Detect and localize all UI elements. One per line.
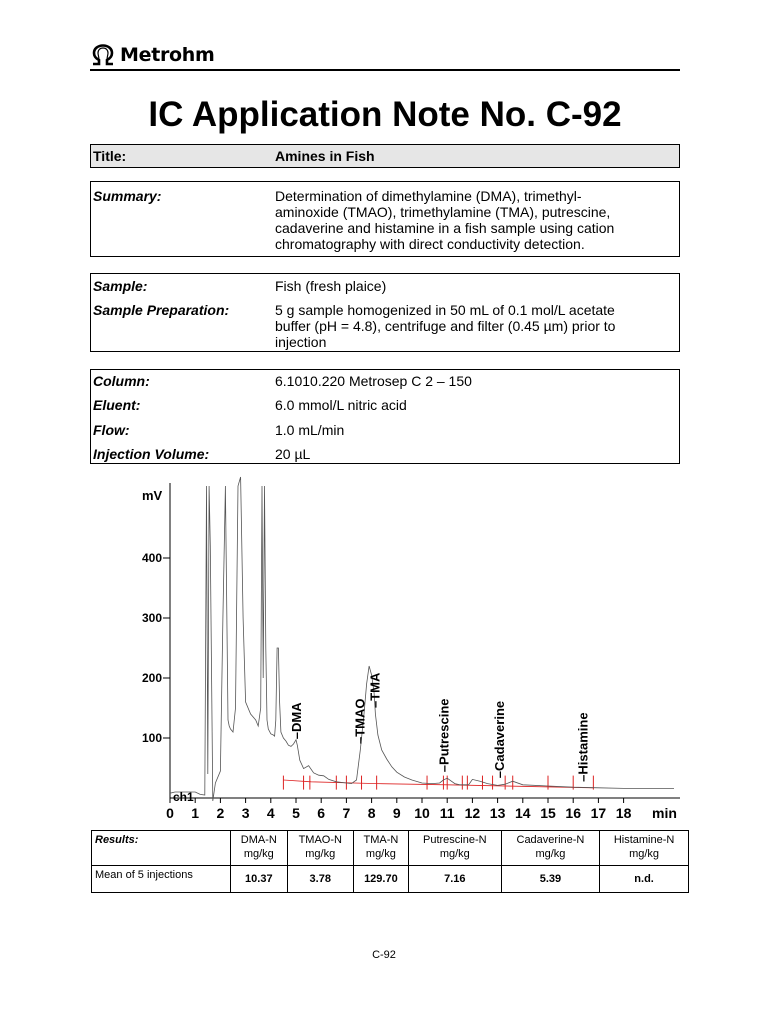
peak-label: –Putrescine <box>436 698 452 773</box>
summary-label: Summary: <box>93 188 162 204</box>
col-unit: mg/kg <box>365 848 396 860</box>
x-axis-label: min <box>652 805 677 821</box>
col-unit: mg/kg <box>535 848 566 860</box>
col-unit: mg/kg <box>629 848 660 860</box>
col-header-tma <box>353 831 408 866</box>
sample-value: Fish (fresh plaice) <box>275 278 387 294</box>
y-tick-label: 200 <box>141 671 162 685</box>
x-tick-label: 10 <box>414 805 430 821</box>
sample-box <box>90 273 680 352</box>
x-tick-label: 7 <box>342 805 351 821</box>
summary-line: cadaverine and histamine in a fish sample using cation <box>275 220 615 236</box>
x-tick-label: 15 <box>540 805 556 821</box>
baseline-line <box>283 780 593 788</box>
x-tick-label: 16 <box>565 805 581 821</box>
col-header-dma <box>231 831 288 866</box>
sample-prep-label: Sample Preparation: <box>93 302 230 318</box>
column-value: 6.1010.220 Metrosep C 2 – 150 <box>275 373 472 389</box>
peak-label: –Cadaverine <box>492 700 508 779</box>
value-cadaverine: 5.39 <box>501 866 599 893</box>
x-tick-label: 2 <box>216 805 225 821</box>
x-tick-label: 5 <box>292 805 300 821</box>
value-dma: 10.37 <box>231 866 288 893</box>
eluent-label: Eluent: <box>93 397 141 413</box>
metrohm-omega-icon <box>90 44 116 66</box>
col-unit: mg/kg <box>243 848 274 860</box>
x-tick-label: 3 <box>241 805 250 821</box>
col-name: TMAO-N <box>298 834 342 846</box>
col-header-histamine <box>600 831 689 866</box>
conditions-box <box>90 369 680 464</box>
title-row <box>90 144 680 168</box>
row-label: Mean of 5 injections <box>92 866 231 893</box>
y-tick-label: 100 <box>141 731 162 745</box>
chromatogram-chart <box>0 470 768 830</box>
x-tick-label: 18 <box>615 805 632 821</box>
injection-volume-value: 20 µL <box>275 446 311 462</box>
brand-logo <box>90 42 215 68</box>
x-tick-label: 17 <box>590 805 607 821</box>
peak-label: –TMA <box>367 672 383 708</box>
title-value: Amines in Fish <box>275 148 375 164</box>
peak-label: –Histamine <box>575 712 591 782</box>
x-tick-label: 11 <box>439 805 455 821</box>
sample-prep-text <box>275 302 675 350</box>
col-unit: mg/kg <box>439 848 470 860</box>
value-tma: 129.70 <box>353 866 408 893</box>
results-data-row <box>92 866 689 893</box>
page-number: C-92 <box>372 949 396 961</box>
header-rule <box>90 69 680 71</box>
x-tick-label: 4 <box>266 805 275 821</box>
x-tick-label: 8 <box>367 805 376 821</box>
peak-label: –TMAO <box>352 698 368 744</box>
col-header-putrescine <box>408 831 501 866</box>
x-tick-label: 6 <box>317 805 326 821</box>
x-tick-label: 1 <box>191 805 200 821</box>
x-tick-label: 13 <box>489 805 506 821</box>
prep-line: 5 g sample homogenized in 50 mL of 0.1 mol/L acetate <box>275 302 615 318</box>
col-name: TMA-N <box>363 834 399 846</box>
results-header-row <box>92 831 689 866</box>
page-title: IC Application Note No. C-92 <box>148 95 622 134</box>
flow-value: 1.0 mL/min <box>275 422 345 438</box>
col-unit: mg/kg <box>305 848 336 860</box>
y-axis-label: mV <box>142 488 163 503</box>
summary-line: Determination of dimethylamine (DMA), trimethyl- <box>275 188 582 204</box>
value-putrescine: 7.16 <box>408 866 501 893</box>
col-name: Cadaverine-N <box>516 834 585 846</box>
x-tick-label: 0 <box>166 805 174 821</box>
summary-line: aminoxide (TMAO), trimethylamine (TMA), putrescine, <box>275 204 611 220</box>
col-name: DMA-N <box>240 834 277 846</box>
prep-line: injection <box>275 334 327 350</box>
channel-label: ch1 <box>173 790 194 804</box>
y-tick-label: 400 <box>141 551 162 565</box>
x-tick-label: 14 <box>515 805 531 821</box>
flow-label: Flow: <box>93 422 130 438</box>
results-label: Results: <box>92 831 231 866</box>
value-tmao: 3.78 <box>287 866 353 893</box>
column-label: Column: <box>93 373 150 389</box>
col-name: Histamine-N <box>613 834 675 846</box>
prep-line: buffer (pH = 4.8), centrifuge and filter (0.45 µm) prior to <box>275 318 616 334</box>
x-tick-label: 9 <box>392 805 401 821</box>
summary-text <box>275 188 675 252</box>
title-label: Title: <box>93 148 127 164</box>
results-table <box>91 830 689 893</box>
y-tick-label: 300 <box>141 611 162 625</box>
col-header-tmao <box>287 831 353 866</box>
chromatogram-trace <box>170 477 674 801</box>
x-tick-label: 12 <box>464 805 481 821</box>
brand-name: Metrohm <box>120 44 215 66</box>
peak-label: –DMA <box>289 702 305 740</box>
sample-label: Sample: <box>93 278 148 294</box>
eluent-value: 6.0 mmol/L nitric acid <box>275 397 407 413</box>
col-header-cadaverine <box>501 831 599 866</box>
injection-volume-label: Injection Volume: <box>93 446 210 462</box>
summary-line: chromatography with direct conductivity detection. <box>275 236 585 252</box>
col-name: Putrescine-N <box>423 834 487 846</box>
value-histamine: n.d. <box>600 866 689 893</box>
summary-box <box>90 181 680 257</box>
